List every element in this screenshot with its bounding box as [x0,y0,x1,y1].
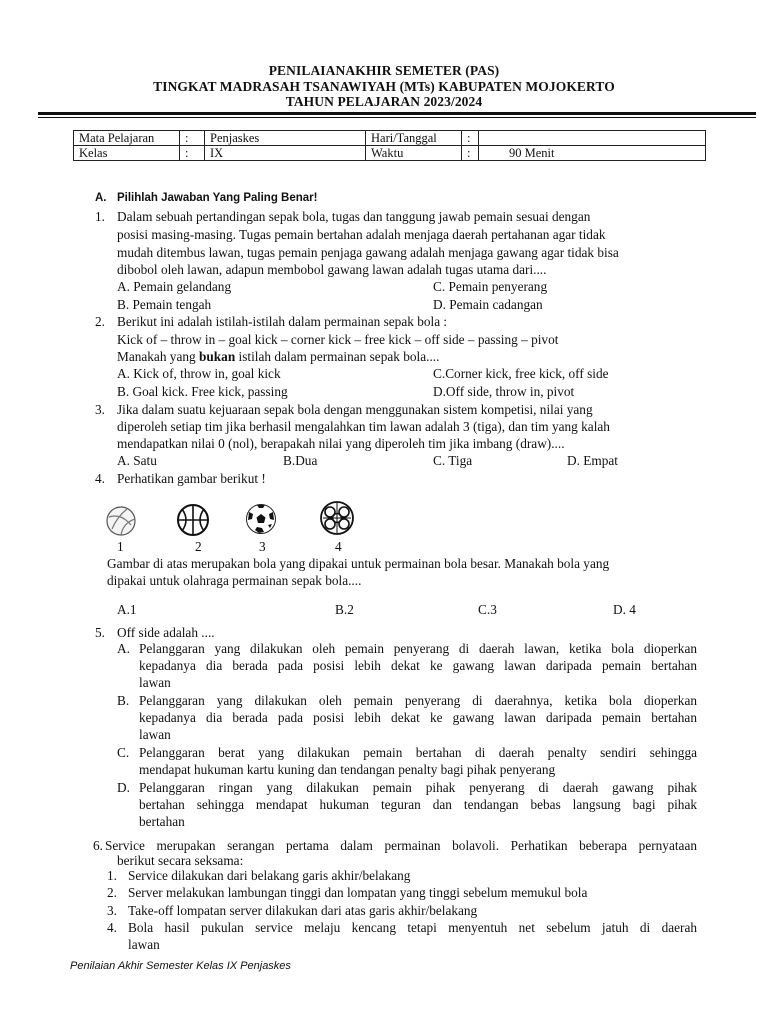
question-text: mudah ditembus lawan, tugas pemain penjaga gawang adalah menjaga gawang agar tidak bisa [117,245,619,260]
question-text: Off side adalah .... [117,625,215,640]
option-a-text: lawan [139,675,171,690]
image-label: 4 [335,539,342,554]
question-number: 1. [95,209,105,224]
waktu-label: Waktu [366,146,462,161]
volleyball-icon [105,505,137,537]
option-a-text: Pelanggaran yang dilakukan oleh pemain penyerang di daerah lawan, ketika bola dioperkan [139,641,697,656]
question-number: 4. [95,471,105,486]
sepak-takraw-ball-icon [319,500,355,536]
option-letter: C. [117,745,130,760]
question-text: Dalam sebuah pertandingan sepak bola, tugas dan tanggung jawab pemain sesuai dengan [117,209,591,224]
option-b-text: Pelanggaran yang dilakukan oleh pemain penyerang di daerahnya, ketika bola dioperkan [139,693,697,708]
option-b: B.Dua [283,453,318,468]
option-d: D. 4 [613,602,636,617]
question-number: 2. [95,314,105,329]
header-rule-thick [38,112,756,115]
question-text: Berikut ini adalah istilah-istilah dalam permainan sepak bola : [117,314,448,329]
question-text: diperoleh setiap tim jika berhasil mengalahkan tim lawan adalah 3 (tiga), dan tim yang kalah [117,419,610,434]
option-b-text: lawan [139,727,171,742]
option-d-text: bertahan sehingga mendapat hukuman teguran dan tendangan bebas langsung bagi pihak [139,797,697,812]
kelas-value: IX [205,146,366,161]
list-item: lawan [128,937,160,952]
image-label: 2 [195,539,202,554]
waktu-value: 90 Menit [479,146,706,161]
question-text: Service merupakan serangan pertama dalam permainan bolavoli. Perhatikan beberapa pernyataan [105,838,697,853]
question-number: 6. [93,838,103,853]
list-item: Server melakukan lambungan tinggi dan lompatan yang tinggi sebelum memukul bola [128,885,588,900]
option-letter: B. [117,693,130,708]
question-text: berikut secara seksama: [117,853,244,868]
list-item: Service dilakukan dari belakang garis akhir/belakang [128,868,411,883]
list-item-number: 3. [107,903,117,918]
option-b-text: kepadanya dia berada pada posisi lebih dekat ke gawang lawan daripada pemain bertahan [139,710,697,725]
option-letter: A. [117,641,130,656]
option-d: D. Pemain cadangan [433,297,543,312]
option-c: C.3 [478,602,497,617]
header-year: TAHUN PELAJARAN 2023/2024 [285,94,483,109]
question-number: 3. [95,402,105,417]
image-label: 1 [117,539,124,554]
option-a: A.1 [117,602,137,617]
question-text: dipakai untuk olahraga permainan sepak bola.... [107,573,362,588]
option-letter: D. [117,780,130,795]
list-item-number: 1. [107,868,117,883]
option-a-text: kepadanya dia berada pada posisi lebih dekat ke gawang lawan daripada pemain bertahan [139,658,697,673]
option-d-text: bertahan [139,814,185,829]
option-c: C.Corner kick, free kick, off side [433,366,609,381]
question-text: mendapatkan nilai 0 (nol), berapakah nilai yang diperoleh tim jika imbang (draw).... [117,436,565,451]
question-text: Perhatikan gambar berikut ! [117,471,266,486]
hari-label: Hari/Tanggal [366,131,462,146]
page-footer: Penilaian Akhir Semester Kelas IX Penjaskes [70,960,291,972]
header-title: PENILAIANAKHIR SEMETER (PAS) [268,63,500,78]
soccer-ball-icon [245,503,277,535]
question-text [117,348,439,366]
text: istilah dalam permainan sepak bola.... [235,349,440,364]
option-b: B. Pemain tengah [117,297,212,312]
text: Manakah yang [117,349,199,364]
colon: : [462,131,479,146]
list-item-number: 2. [107,885,117,900]
option-c: C. Pemain penyerang [433,279,548,294]
kelas-label: Kelas [74,146,180,161]
question-text: Gambar di atas merupakan bola yang dipakai untuk permainan bola besar. Manakah bola yang [107,556,610,571]
option-d-text: Pelanggaran ringan yang dilakukan pemain pihak penyerang di daerah gawang pihak [139,780,697,795]
image-label: 3 [259,539,266,554]
option-a: A. Satu [117,453,157,468]
option-a: A. Kick of, throw in, goal kick [117,366,281,381]
option-a: A. Pemain gelandang [117,279,232,294]
header-rule-thin [38,117,756,118]
list-item: Take-off lompatan server dilakukan dari atas garis akhir/belakang [128,903,478,918]
question-text: posisi masing-masing. Tugas pemain bertahan adalah menjaga daerah pertahanan agar tidak [117,227,606,242]
basketball-icon [176,503,210,537]
colon: : [180,131,205,146]
mapel-value: Penjaskes [205,131,366,146]
question-number: 5. [95,625,105,640]
emphasis-text: bukan [198,349,236,364]
option-b: B.2 [335,602,354,617]
list-item-number: 4. [107,920,117,935]
section-instruction: Pilihlah Jawaban Yang Paling Benar! [117,192,318,204]
question-text: dibobol oleh lawan, adapun membobol gawang lawan adalah tugas utama dari.... [117,262,547,277]
colon: : [180,146,205,161]
colon: : [462,146,479,161]
option-b: B. Goal kick. Free kick, passing [117,384,288,399]
option-c-text: mendapat hukuman kartu kuning dan tendangan penalty bagi pihak penyerang [139,762,556,777]
option-d: D. Empat [567,453,618,468]
hari-value [479,131,706,146]
info-table [73,130,706,161]
list-item: Bola hasil pukulan service melaju kencang tetapi menyentuh net sebelum jatuh di daerah [128,920,697,935]
question-text: Jika dalam suatu kejuaraan sepak bola dengan menggunakan sistem kompetisi, nilai yang [117,402,593,417]
table-row [74,131,706,146]
option-c-text: Pelanggaran berat yang dilakukan pemain bertahan di daerah penalty sendiri sehingga [139,745,697,760]
section-number: A. [95,192,107,204]
option-c: C. Tiga [433,453,473,468]
header-subtitle: TINGKAT MADRASAH TSANAWIYAH (MTs) KABUPATEN MOJOKERTO [153,79,615,94]
table-row [74,146,706,161]
option-d: D.Off side, throw in, pivot [433,384,575,399]
question-text: Kick of – throw in – goal kick – corner kick – free kick – off side – passing – pivot [117,332,559,347]
mapel-label: Mata Pelajaran [74,131,180,146]
